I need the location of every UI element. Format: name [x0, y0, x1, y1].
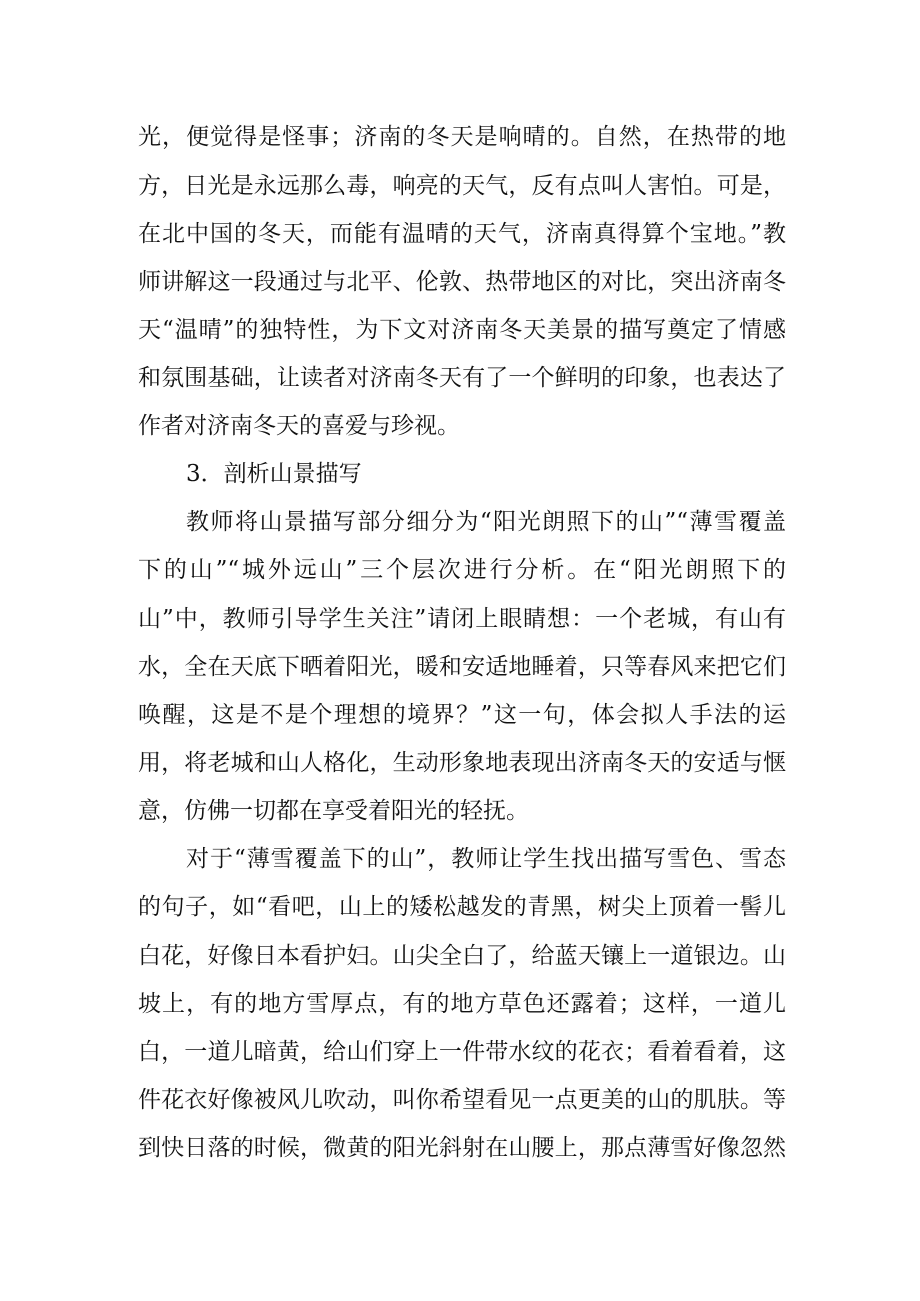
text-line: 水，全在天底下晒着阳光，暖和安适地睡着，只等春风来把它们: [138, 654, 786, 680]
text-line: 用，将老城和山人格化，生动形象地表现出济南冬天的安适与惬: [138, 750, 786, 776]
text-line: 教师将山景描写部分细分为“阳光朗照下的山”“薄雪覆盖: [186, 509, 786, 535]
text-line: 到快日落的时候，微黄的阳光斜射在山腰上，那点薄雪好像忽然: [138, 1135, 786, 1161]
text-line: 下的山”“城外远山”三个层次进行分析。在“阳光朗照下的: [138, 557, 786, 583]
text-line: 对于“薄雪覆盖下的山”，教师让学生找出描写雪色、雪态: [186, 846, 786, 872]
text-line: 坡上，有的地方雪厚点，有的地方草色还露着；这样，一道儿: [138, 991, 786, 1017]
text-line: 师讲解这一段通过与北平、伦敦、热带地区的对比，突出济南冬: [138, 269, 786, 295]
text-line: 天“温晴”的独特性，为下文对济南冬天美景的描写奠定了情感: [138, 317, 786, 343]
text-line: 作者对济南冬天的喜爱与珍视。: [138, 413, 460, 439]
text-line: 的句子，如“看吧，山上的矮松越发的青黑，树尖上顶着一髻儿: [138, 894, 786, 920]
text-line: 山”中，教师引导学生关注”请闭上眼睛想：一个老城，有山有: [138, 606, 786, 632]
text-line: 和氛围基础，让读者对济南冬天有了一个鲜明的印象，也表达了: [138, 365, 786, 391]
text-line: 意，仿佛一切都在享受着阳光的轻抚。: [138, 798, 529, 824]
text-line: 光，便觉得是怪事；济南的冬天是响晴的。自然，在热带的地: [138, 124, 786, 150]
text-line: 唤醒，这是不是个理想的境界？”这一句，体会拟人手法的运: [138, 702, 786, 728]
text-line: 白花，好像日本看护妇。山尖全白了，给蓝天镶上一道银边。山: [138, 943, 786, 969]
text-line: 方，日光是永远那么毒，响亮的天气，反有点叫人害怕。可是，: [138, 173, 786, 199]
text-line: 在北中国的冬天，而能有温晴的天气，济南真得算个宝地。”教: [138, 221, 786, 247]
text-line: 件花衣好像被风儿吹动，叫你希望看见一点更美的山的肌肤。等: [138, 1087, 786, 1113]
text-line: 白，一道儿暗黄，给山们穿上一件带水纹的花衣；看着看着，这: [138, 1039, 786, 1065]
section-heading: 3．剖析山景描写: [186, 461, 362, 487]
